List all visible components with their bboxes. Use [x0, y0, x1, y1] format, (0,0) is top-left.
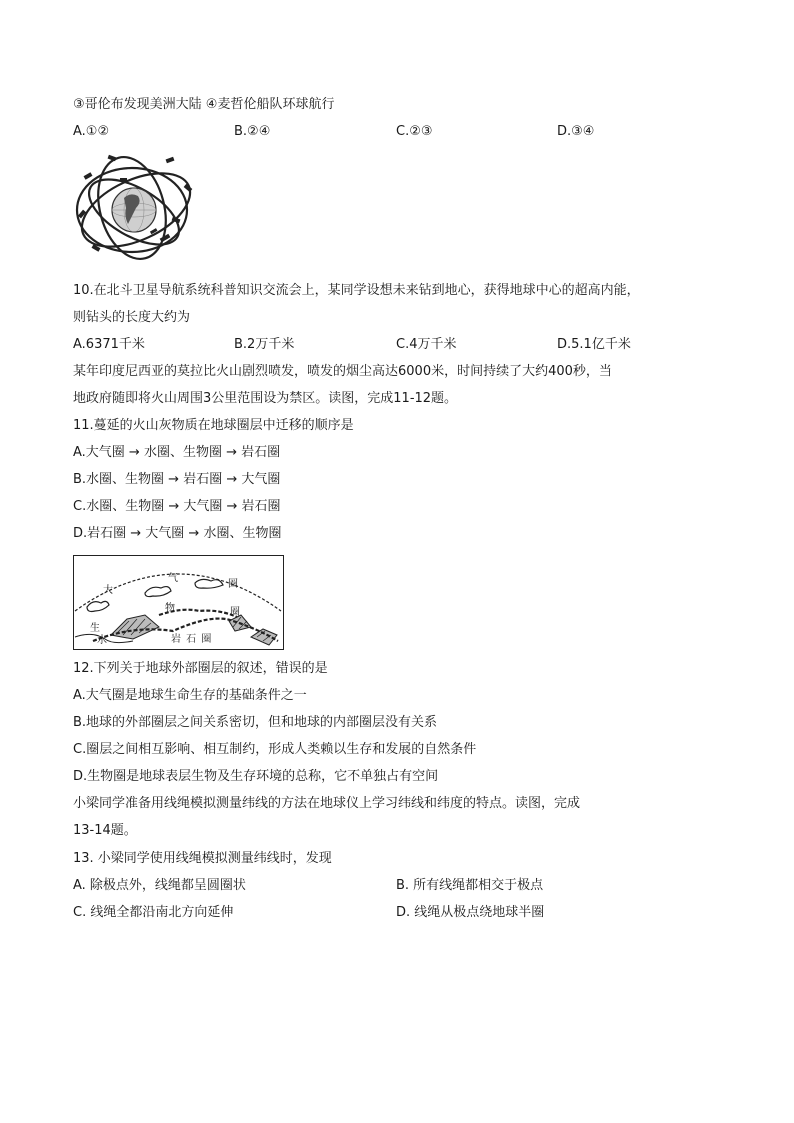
q9-option-c: C.②③ — [396, 124, 433, 139]
label-sheng: 生 — [90, 623, 100, 634]
q13-option-b: B. 所有线绳都相交于极点 — [396, 878, 544, 893]
q12-option-d: D.生物圈是地球表层生物及生存环境的总称，它不单独占有空间 — [73, 769, 439, 784]
q10-option-a: A.6371千米 — [73, 337, 145, 352]
latitude-passage-line1: 小梁同学准备用线绳模拟测量纬线的方法在地球仪上学习纬线和纬度的特点。读图，完成 — [73, 796, 581, 811]
label-rock: 岩 石 圈 — [171, 634, 213, 645]
q13-stem: 13. 小梁同学使用线绳模拟测量纬线时，发现 — [73, 851, 332, 866]
q13-option-a: A. 除极点外，线绳都呈圆圈状 — [73, 878, 246, 893]
q12-stem: 12.下列关于地球外部圈层的叙述，错误的是 — [73, 661, 328, 676]
label-shui: 水 — [97, 635, 107, 646]
cloud-icon — [195, 579, 223, 588]
q11-option-c: C.水圈、生物圈 → 大气圈 → 岩石圈 — [73, 499, 281, 514]
q10-option-b: B.2万千米 — [234, 337, 295, 352]
q10-option-c: C.4万千米 — [396, 337, 457, 352]
label-quan-top: 圈 — [228, 579, 238, 590]
q11-option-b: B.水圈、生物圈 → 岩石圈 → 大气圈 — [73, 472, 281, 487]
earth-spheres-figure — [73, 555, 284, 650]
label-quan-mid: 圈 — [230, 607, 240, 618]
q12-option-b: B.地球的外部圈层之间关系密切，但和地球的内部圈层没有关系 — [73, 715, 438, 730]
q13-option-d: D. 线绳从极点绕地球半圈 — [396, 905, 545, 920]
q12-option-a: A.大气圈是地球生命生存的基础条件之一 — [73, 688, 307, 703]
volcano-passage-line2: 地政府随即将火山周围3公里范围设为禁区。读图，完成11-12题。 — [73, 391, 458, 406]
q9-stem-tail: ③哥伦布发现美洲大陆 ④麦哲伦船队环球航行 — [73, 97, 335, 112]
q13-option-c: C. 线绳全都沿南北方向延伸 — [73, 905, 234, 920]
q9-option-d: D.③④ — [557, 124, 595, 139]
q10-option-d: D.5.1亿千米 — [557, 337, 631, 352]
latitude-passage-line2: 13-14题。 — [73, 823, 137, 838]
label-da: 大 — [103, 585, 113, 596]
q9-option-b: B.②④ — [234, 124, 271, 139]
q11-option-a: A.大气圈 → 水圈、生物圈 → 岩石圈 — [73, 445, 281, 460]
q9-option-a: A.①② — [73, 124, 110, 139]
label-wu: 物 — [165, 603, 175, 614]
volcano-passage-line1: 某年印度尼西亚的莫拉比火山剧烈喷发，喷发的烟尘高达6000米，时间持续了大约400秒，当 — [73, 364, 612, 379]
q12-option-c: C.圈层之间相互影响、相互制约，形成人类赖以生存和发展的自然条件 — [73, 742, 477, 757]
satellite-orbit-figure — [72, 150, 210, 268]
q10-stem-line2: 则钻头的长度大约为 — [73, 310, 191, 325]
q11-stem: 11.蔓延的火山灰物质在地球圈层中迁移的顺序是 — [73, 418, 354, 433]
q11-option-d: D.岩石圈 → 大气圈 → 水圈、生物圈 — [73, 526, 282, 541]
label-qi: 气 — [168, 573, 178, 584]
q10-stem-line1: 10.在北斗卫星导航系统科普知识交流会上，某同学设想未来钻到地心，获得地球中心的超高内能， — [73, 283, 640, 298]
